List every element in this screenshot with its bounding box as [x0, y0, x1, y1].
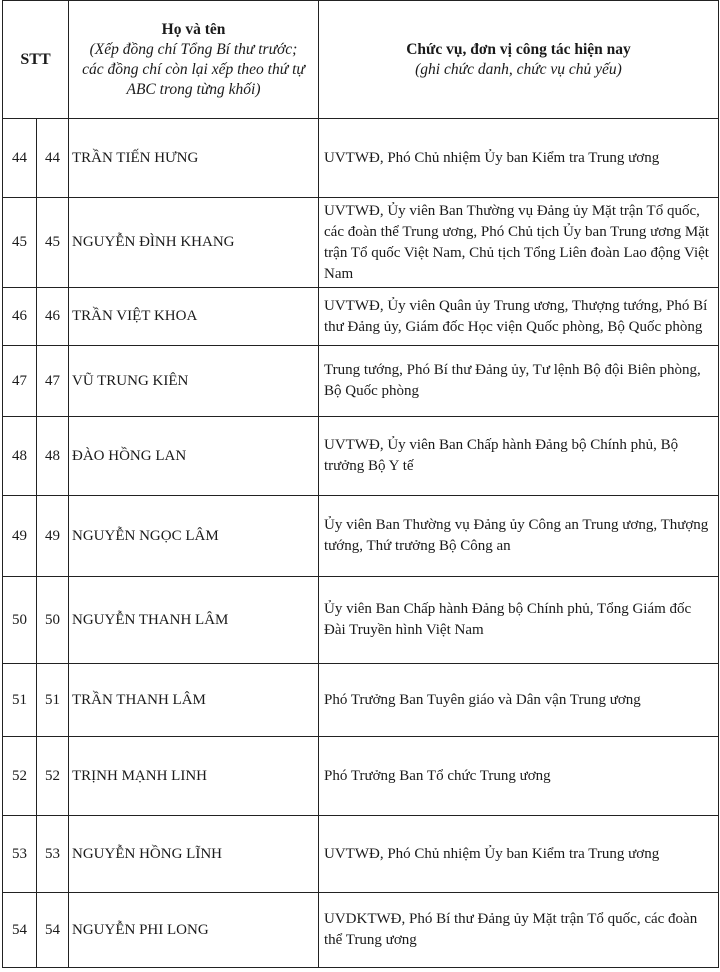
position-cell: UVTWĐ, Ủy viên Ban Thường vụ Đảng ủy Mặt trận Tổ quốc, các đoàn thể Trung ương, Phó Chủ tịch Ủy ban Trung ương Mặt trận Tổ quốc Việt Nam, Chủ tịch Tổng Liên đoàn Lao động Việt Nam [319, 198, 719, 288]
name-cell: TRẦN VIỆT KHOA [69, 288, 319, 346]
position-header [319, 1, 719, 119]
stt-cell-sub: 54 [37, 893, 69, 968]
position-cell: UVDKTWĐ, Phó Bí thư Đảng ủy Mặt trận Tổ quốc, các đoàn thể Trung ương [319, 893, 719, 968]
table-row [3, 288, 719, 346]
stt-cell: 48 [3, 417, 37, 496]
table-row [3, 417, 719, 496]
stt-cell-sub: 52 [37, 737, 69, 816]
name-cell: VŨ TRUNG KIÊN [69, 346, 319, 417]
name-cell: NGUYỄN ĐÌNH KHANG [69, 198, 319, 288]
position-cell: Ủy viên Ban Chấp hành Đảng bộ Chính phủ, Tổng Giám đốc Đài Truyền hình Việt Nam [319, 577, 719, 664]
position-cell: Ủy viên Ban Thường vụ Đảng ủy Công an Trung ương, Thượng tướng, Thứ trưởng Bộ Công an [319, 496, 719, 577]
position-cell: Phó Trưởng Ban Tổ chức Trung ương [319, 737, 719, 816]
name-cell: NGUYỄN PHI LONG [69, 893, 319, 968]
name-cell: NGUYỄN THANH LÂM [69, 577, 319, 664]
stt-cell: 53 [3, 816, 37, 893]
position-header-note: (ghi chức danh, chức vụ chủ yếu) [415, 60, 622, 78]
position-cell: UVTWĐ, Phó Chủ nhiệm Ủy ban Kiểm tra Trung ương [319, 119, 719, 198]
name-cell: TRẦN THANH LÂM [69, 664, 319, 737]
stt-cell: 44 [3, 119, 37, 198]
stt-cell-sub: 49 [37, 496, 69, 577]
name-cell: NGUYỄN HỒNG LĨNH [69, 816, 319, 893]
stt-cell: 52 [3, 737, 37, 816]
table-row [3, 577, 719, 664]
position-cell: UVTWĐ, Phó Chủ nhiệm Ủy ban Kiểm tra Trung ương [319, 816, 719, 893]
table-row [3, 737, 719, 816]
candidate-table [2, 0, 719, 968]
table-row [3, 346, 719, 417]
stt-cell-sub: 45 [37, 198, 69, 288]
name-cell: NGUYỄN NGỌC LÂM [69, 496, 319, 577]
stt-cell: 45 [3, 198, 37, 288]
name-header-note: (Xếp đồng chí Tổng Bí thư trước; các đồng chí còn lại xếp theo thứ tự ABC trong từng khối) [82, 40, 305, 98]
table-row [3, 496, 719, 577]
name-cell: TRẦN TIẾN HƯNG [69, 119, 319, 198]
table-row [3, 198, 719, 288]
table-row [3, 893, 719, 968]
table-row [3, 664, 719, 737]
name-cell: ĐÀO HỒNG LAN [69, 417, 319, 496]
table-row [3, 119, 719, 198]
position-cell: Trung tướng, Phó Bí thư Đảng ủy, Tư lệnh Bộ đội Biên phòng, Bộ Quốc phòng [319, 346, 719, 417]
position-cell: UVTWĐ, Ủy viên Ban Chấp hành Đảng bộ Chính phủ, Bộ trưởng Bộ Y tế [319, 417, 719, 496]
stt-cell-sub: 50 [37, 577, 69, 664]
stt-cell: 54 [3, 893, 37, 968]
stt-cell-sub: 53 [37, 816, 69, 893]
position-header-title: Chức vụ, đơn vị công tác hiện nay [406, 40, 631, 58]
stt-cell: 46 [3, 288, 37, 346]
stt-cell-sub: 48 [37, 417, 69, 496]
stt-cell: 47 [3, 346, 37, 417]
stt-cell: 51 [3, 664, 37, 737]
stt-header: STT [3, 1, 69, 119]
name-header-title: Họ và tên [161, 20, 226, 38]
stt-cell-sub: 51 [37, 664, 69, 737]
stt-cell-sub: 47 [37, 346, 69, 417]
name-cell: TRỊNH MẠNH LINH [69, 737, 319, 816]
position-cell: UVTWĐ, Ủy viên Quân ủy Trung ương, Thượng tướng, Phó Bí thư Đảng ủy, Giám đốc Học viện Quốc phòng, Bộ Quốc phòng [319, 288, 719, 346]
stt-cell: 50 [3, 577, 37, 664]
stt-cell-sub: 46 [37, 288, 69, 346]
name-header [69, 1, 319, 119]
table-row [3, 816, 719, 893]
position-cell: Phó Trưởng Ban Tuyên giáo và Dân vận Trung ương [319, 664, 719, 737]
stt-cell-sub: 44 [37, 119, 69, 198]
table-header-row [3, 1, 719, 119]
stt-cell: 49 [3, 496, 37, 577]
